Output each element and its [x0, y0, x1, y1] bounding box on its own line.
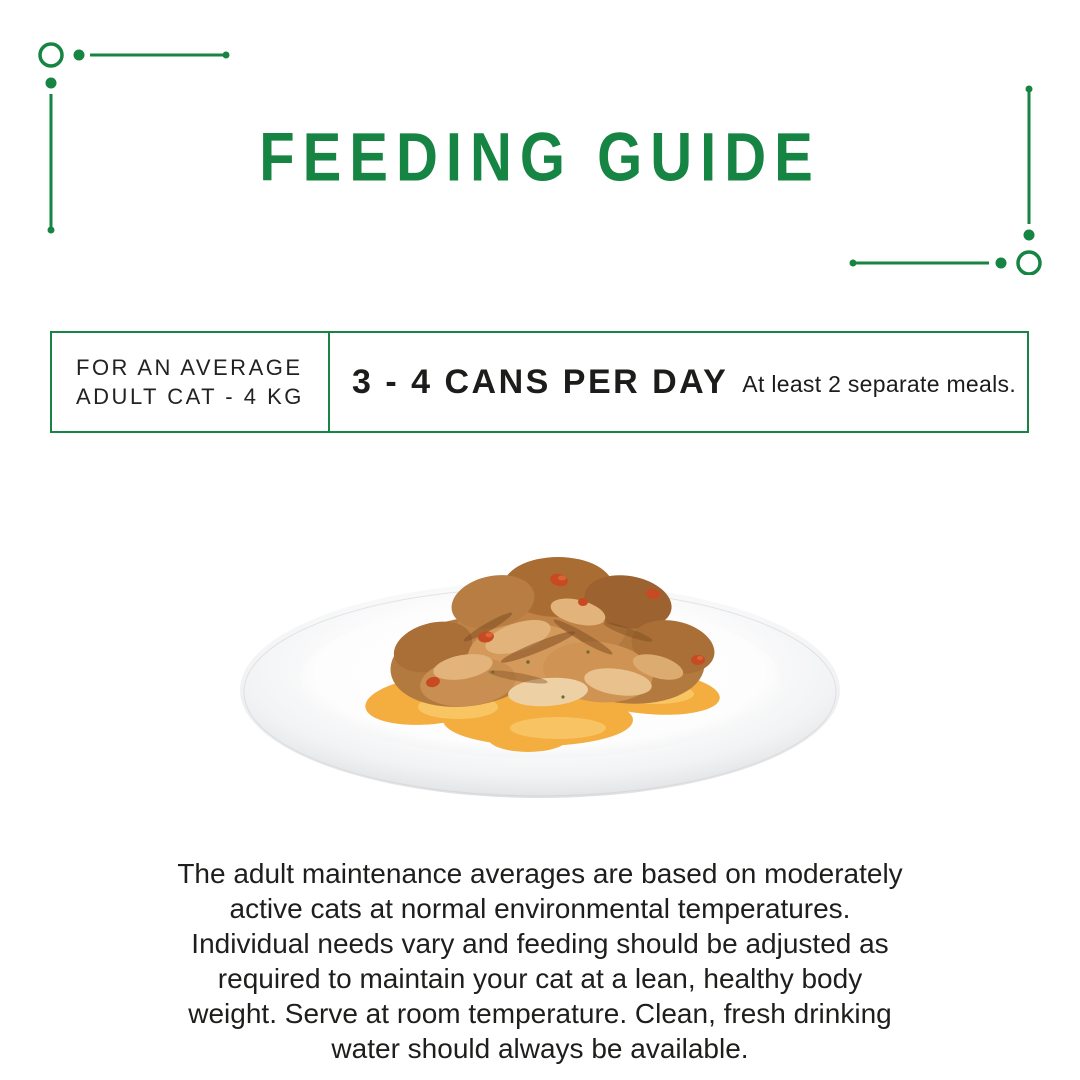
feeding-notes [0, 856, 1080, 1066]
feeding-table-amount-cell [330, 333, 1027, 431]
feeding-notes-line-5: weight. Serve at room temperature. Clean, fresh drinking [188, 998, 892, 1029]
feeding-table [50, 331, 1029, 433]
daily-amount-note: At least 2 separate meals. [742, 371, 1017, 397]
feeding-notes-line-1: The adult maintenance averages are based on moderately [177, 858, 903, 889]
feeding-notes-line-6: water should always be available. [331, 1033, 749, 1064]
feeding-notes-line-4: required to maintain your cat at a lean, healthy body [217, 963, 863, 994]
subject-line-1: FOR AN AVERAGE [76, 355, 303, 380]
food-photo [228, 542, 853, 802]
feeding-notes-line-2: active cats at normal environmental temperatures. [229, 893, 851, 924]
subject-line-2: ADULT CAT - 4 KG [76, 384, 304, 409]
daily-amount-text: 3 - 4 CANS PER DAY [352, 362, 729, 401]
page-title: FEEDING GUIDE [259, 119, 821, 196]
plate-of-food-illustration [228, 542, 853, 802]
feeding-notes-line-3: Individual needs vary and feeding should be adjusted as [191, 928, 889, 959]
feeding-table-subject-cell [52, 333, 330, 431]
